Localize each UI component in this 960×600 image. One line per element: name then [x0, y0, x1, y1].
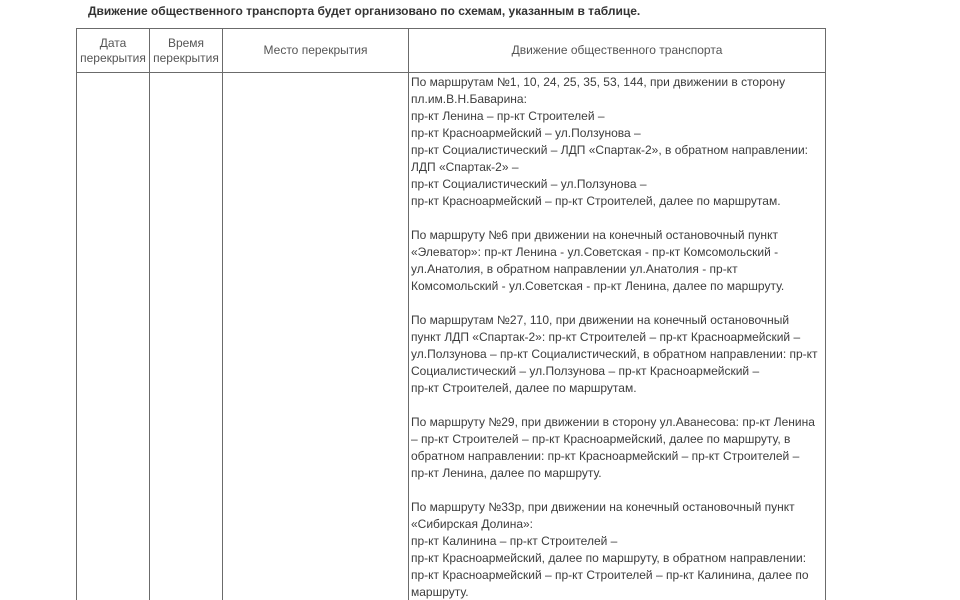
- route-line: пр-кт Ленина – пр-кт Строителей –: [411, 109, 605, 123]
- route-block: [411, 414, 825, 482]
- route-line: пр-кт Красноармейский, далее по маршруту, в обратном направлении:: [411, 551, 807, 565]
- route-block: [411, 312, 825, 397]
- header-date-line-2: перекрытия: [80, 50, 146, 65]
- header-date: [77, 29, 150, 73]
- route-line: маршруту.: [411, 585, 469, 599]
- route-line: «Сибирская Долина»:: [411, 517, 533, 531]
- cell-date: [77, 73, 150, 600]
- route-line: пр-кт Красноармейский – ул.Ползунова –: [411, 126, 641, 140]
- route-line: По маршруту №33р, при движении на конечный остановочный пункт: [411, 500, 795, 514]
- cell-time: [150, 73, 223, 600]
- route-block: [411, 499, 825, 600]
- table-header-row: [77, 29, 826, 73]
- route-line: обратном направлении: пр-кт Красноармейский – пр-кт Строителей –: [411, 449, 800, 463]
- route-line: ул.Ползунова – пр-кт Социалистический, в обратном направлении: пр-кт: [411, 347, 818, 361]
- route-line: пр-кт Строителей, далее по маршрутам.: [411, 381, 637, 395]
- route-line: По маршрутам №1, 10, 24, 25, 35, 53, 144, при движении в сторону: [411, 75, 786, 89]
- route-line: пр-кт Ленина, далее по маршруту.: [411, 466, 602, 480]
- route-list: [409, 73, 825, 600]
- intro-text: Движение общественного транспорта будет организовано по схемам, указанным в таблице.: [88, 4, 641, 18]
- route-line: пл.им.В.Н.Баварина:: [411, 92, 527, 106]
- route-line: пр-кт Социалистический – ул.Ползунова –: [411, 177, 647, 191]
- route-line: пр-кт Красноармейский – пр-кт Строителей, далее по маршрутам.: [411, 194, 781, 208]
- cell-place: [223, 73, 409, 600]
- route-line: Социалистический – ул.Ползунова – пр-кт Красноармейский –: [411, 364, 760, 378]
- route-line: ул.Анатолия, в обратном направлении ул.Анатолия - пр-кт: [411, 262, 738, 276]
- header-time-line-1: Время: [167, 35, 205, 50]
- header-movement-label: Движение общественного транспорта: [511, 43, 723, 57]
- route-line: По маршруту №29, при движении в сторону ул.Аванесова: пр-кт Ленина: [411, 415, 815, 429]
- route-block: [411, 227, 825, 295]
- header-place-label: Место перекрытия: [263, 43, 368, 57]
- route-line: По маршруту №6 при движении на конечный остановочный пункт: [411, 228, 778, 242]
- route-line: пр-кт Красноармейский – пр-кт Строителей – пр-кт Калинина, далее по: [411, 568, 809, 582]
- header-date-line-1: Дата: [99, 35, 127, 50]
- route-line: пункт ЛДП «Спартак-2»: пр-кт Строителей – пр-кт Красноармейский –: [411, 330, 801, 344]
- header-place: [223, 29, 409, 73]
- header-time: [150, 29, 223, 73]
- header-movement: [409, 29, 826, 73]
- route-line: пр-кт Калинина – пр-кт Строителей –: [411, 534, 618, 548]
- route-line: Комсомольский - ул.Советская - пр-кт Ленина, далее по маршруту.: [411, 279, 785, 293]
- route-line: По маршрутам №27, 110, при движении на конечный остановочный: [411, 313, 790, 327]
- route-line: ЛДП «Спартак-2» –: [411, 160, 519, 174]
- route-line: пр-кт Социалистический – ЛДП «Спартак-2», в обратном направлении:: [411, 143, 808, 157]
- header-time-line-2: перекрытия: [153, 50, 219, 65]
- route-line: «Элеватор»: пр-кт Ленина - ул.Советская - пр-кт Комсомольский -: [411, 245, 779, 259]
- table-row: [77, 73, 826, 600]
- route-line: – пр-кт Строителей – пр-кт Красноармейский, далее по маршруту, в: [411, 432, 791, 446]
- closure-schedule-table: [76, 28, 826, 600]
- cell-movement: [409, 73, 826, 600]
- route-block: [411, 74, 825, 210]
